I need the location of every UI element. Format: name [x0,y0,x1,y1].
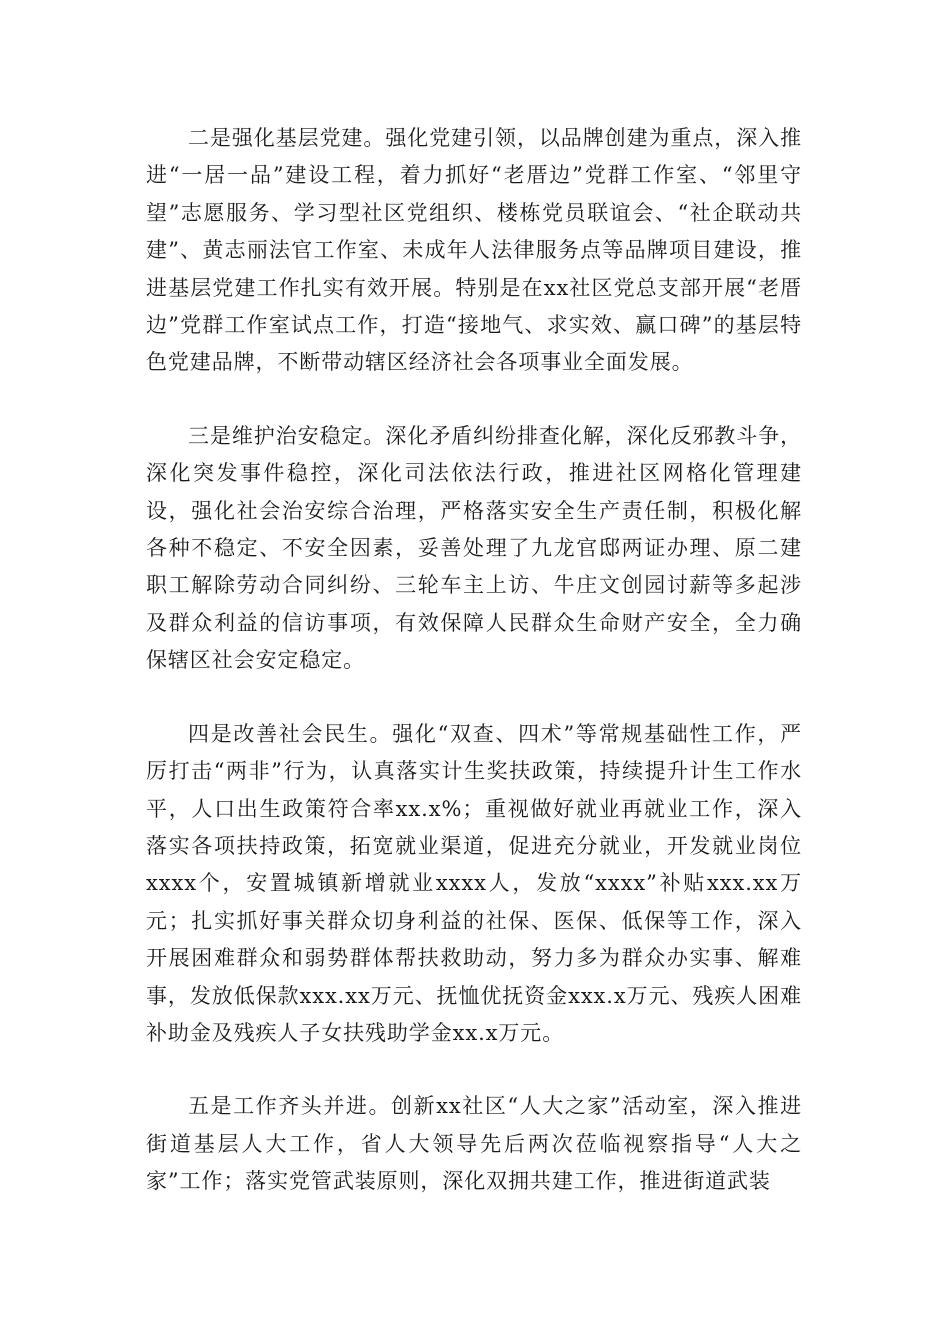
paragraph-spacer [146,680,802,716]
paragraph-public-security: 三是维护治安稳定。深化矛盾纠纷排查化解，深化反邪教斗争，深化突发事件稳控，深化司法依法行政，推进社区网格化管理建设，强化社会治安综合治理，严格落实安全生产责任制，积极化解各种不稳定、不安全因素，妥善处理了九龙官邸两证办理、原二建职工解除劳动合同纠纷、三轮车主上访、牛庄文创园讨薪等多起涉及群众利益的信访事项，有效保障人民群众生命财产安全，全力确保辖区社会安定稳定。 [146,423,802,673]
paragraph-livelihood: 四是改善社会民生。强化“双查、四术”等常规基础性工作，严厉打击“两非”行为，认真落实计生奖扶政策，持续提升计生工作水平，人口出生政策符合率xx.x%；重视做好就业再就业工作，深入落实各项扶持政策，拓宽就业渠道，促进充分就业，开发就业岗位xxxx个，安置城镇新增就业xxxx人，发放“xxxx”补贴xxx.xx万元；扎实抓好事关群众切身利益的社保、医保、低保等工作，深入开展困难群众和弱势群体帮扶救助动，努力多为群众办实事、解难事，发放低保款xxx.xx万元、抚恤优抚资金xxx.x万元、残疾人困难补助金及残疾人子女扶残助学金xx.x万元。 [146,721,802,1045]
paragraph-spacer [146,382,802,418]
paragraph-parallel-work: 五是工作齐头并进。创新xx社区“人大之家”活动室，深入推进街道基层人大工作，省人大领导先后两次莅临视察指导“人大之家”工作；落实党管武装原则，深化双拥共建工作，推进街道武装 [146,1094,802,1194]
paragraph-party-building: 二是强化基层党建。强化党建引领，以品牌创建为重点，深入推进“一居一品”建设工程，着力抓好“老厝边”党群工作室、“邻里守望”志愿服务、学习型社区党组织、楼栋党员联谊会、“社企联动共建”、黄志丽法官工作室、未成年人法律服务点等品牌项目建设，推进基层党建工作扎实有效开展。特别是在xx社区党总支部开展“老厝边”党群工作室试点工作，打造“接地气、求实效、赢口碑”的基层特色党建品牌，不断带动辖区经济社会各项事业全面发展。 [146,126,802,375]
document-body [146,120,802,1201]
paragraph-spacer [146,1052,802,1088]
